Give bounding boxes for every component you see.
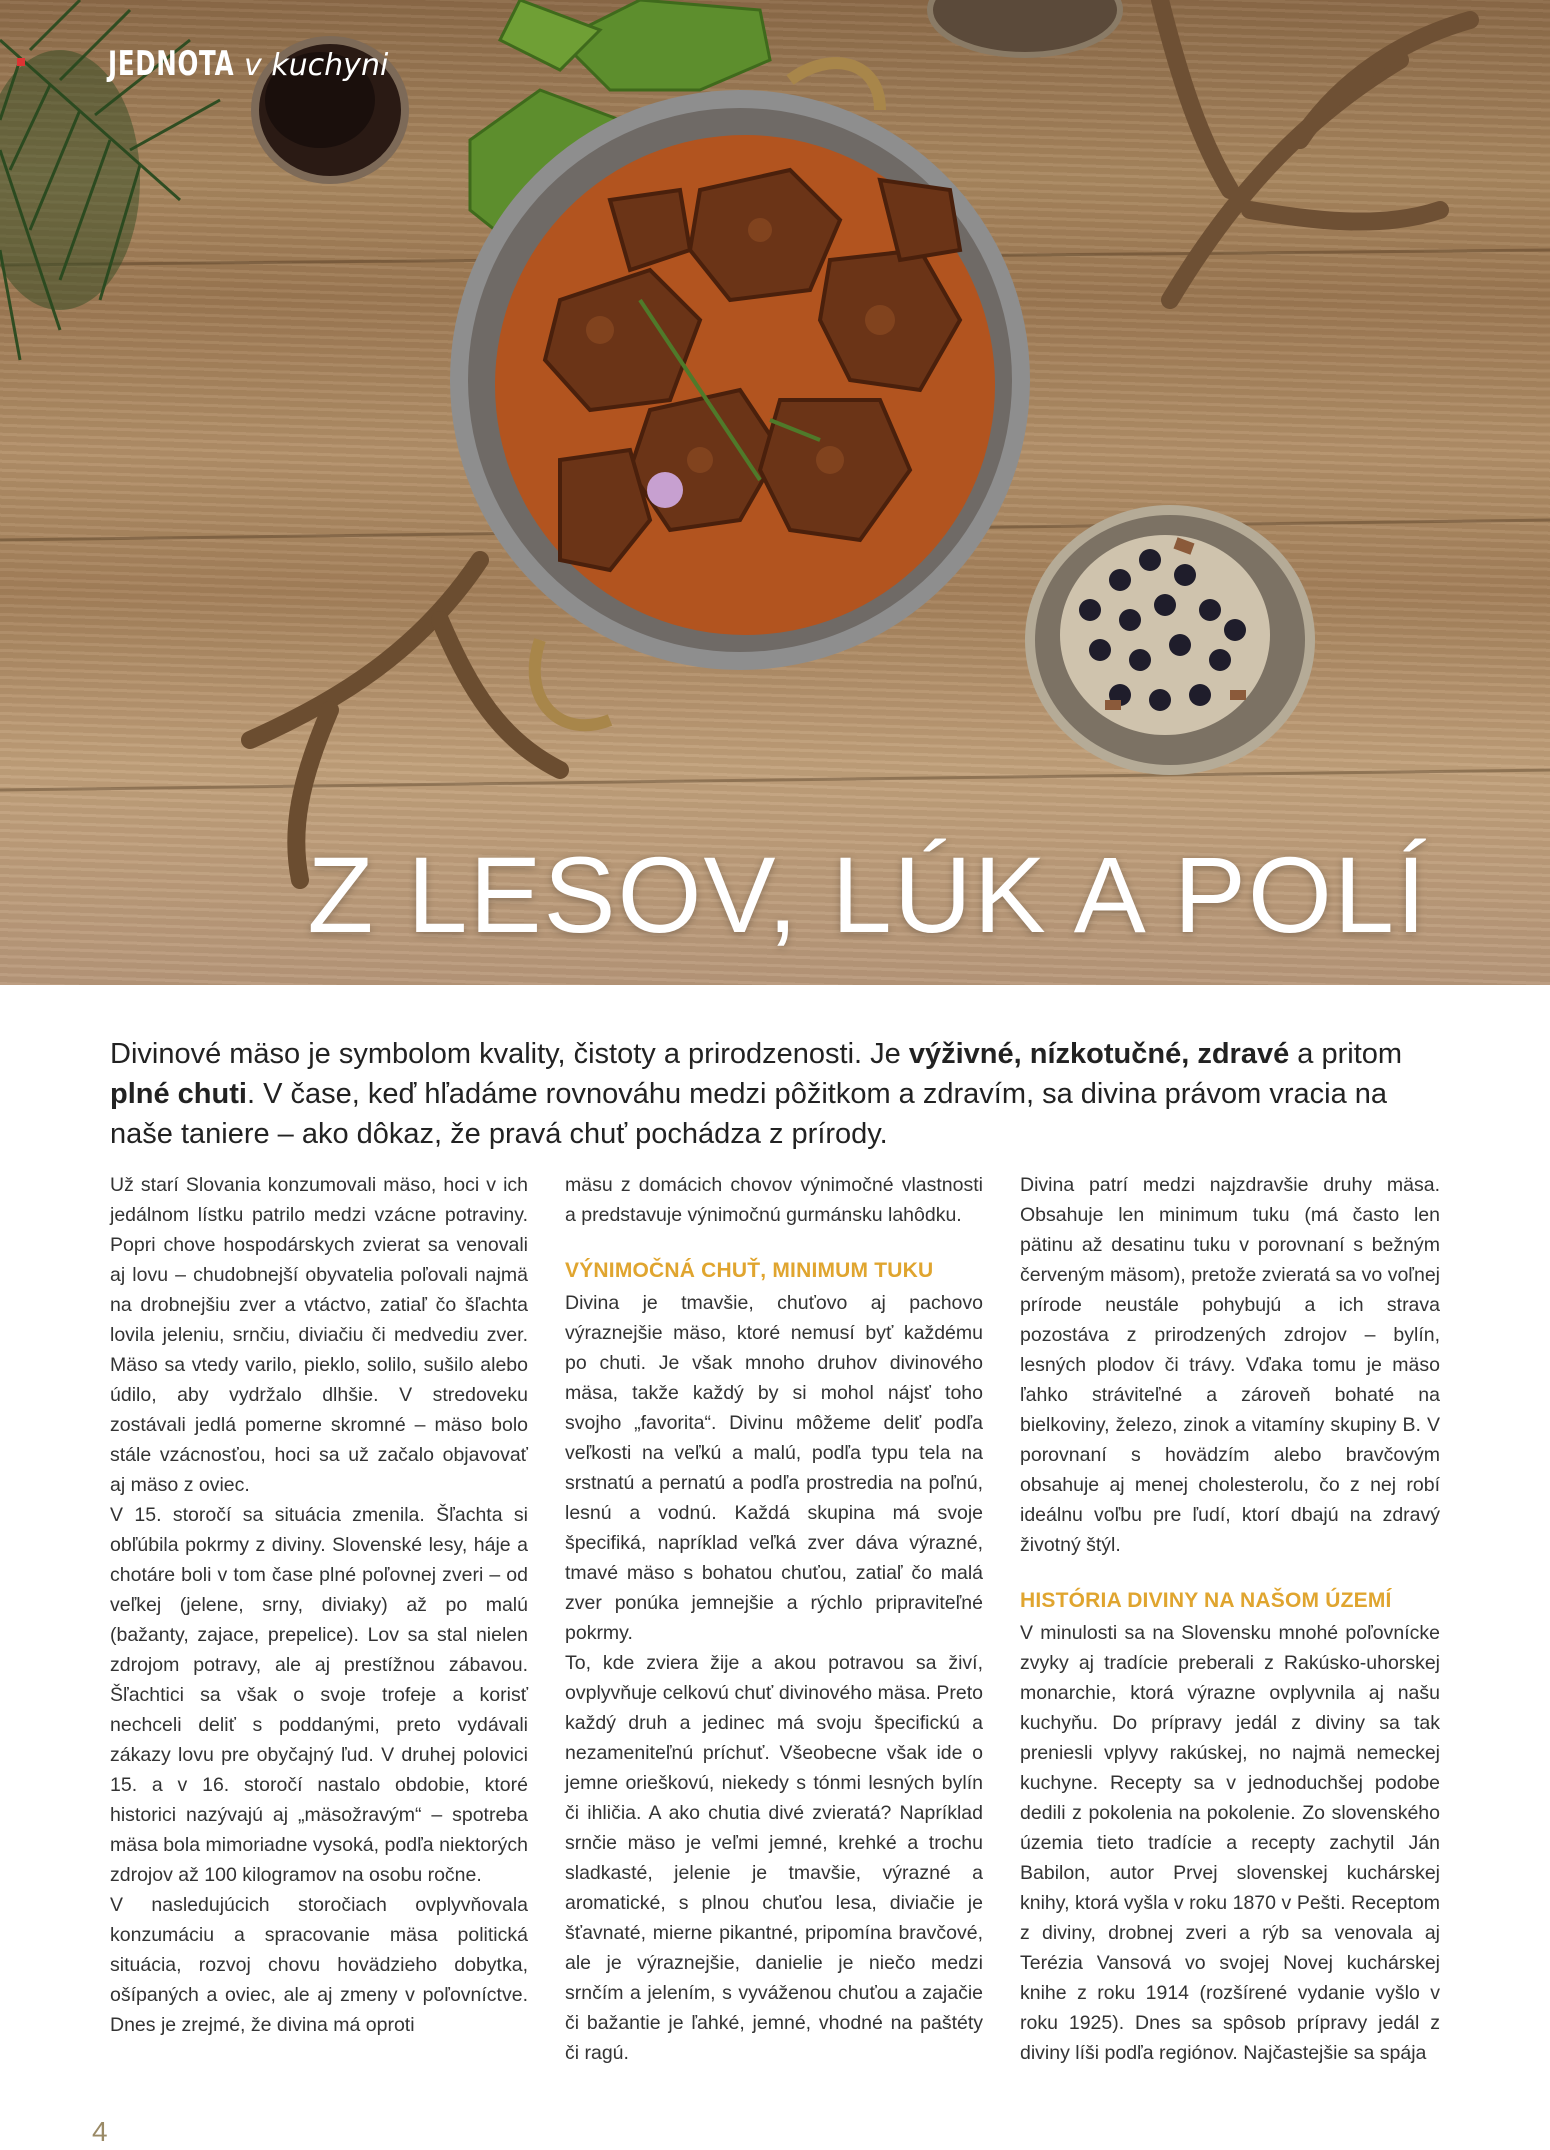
flag-marker [17, 58, 25, 66]
page-number: 4 [92, 2116, 108, 2147]
text-column-1 [110, 1170, 528, 2040]
lead-bold: výživné, nízkotučné, zdravé [908, 1038, 1290, 1070]
lead-text: a pritom [1289, 1038, 1403, 1070]
paragraph: mäsu z domácich chovov výnimočné vlastnosti a predstavuje výnimočnú gurmánsku lahôdku. [565, 1174, 983, 1226]
article-title: Z LESOV, LÚK A POLÍ [307, 834, 1428, 955]
lead-text: Divinové mäso je symbolom kvality, čistoty a prirodzenosti. Je [110, 1038, 909, 1070]
text-column-3 [1020, 1170, 1440, 2068]
lead-bold: plné chuti [110, 1078, 247, 1110]
pepper-bowl-top [930, 0, 1120, 55]
hero-photo [0, 0, 1550, 985]
lead-text: . V čase, keď hľadáme rovnováhu medzi pôžitkom a zdravím, sa divina právom vracia na naše taniere – ako dôkaz, že pravá chuť pochádza z prírody. [110, 1078, 1388, 1150]
text-column-2 [565, 1170, 983, 2068]
section-heading: VÝNIMOČNÁ CHUŤ, MINIMUM TUKU [565, 1259, 934, 1282]
section-heading: HISTÓRIA DIVINY NA NAŠOM ÚZEMÍ [1020, 1589, 1392, 1612]
paragraph: V nasledujúcich storočiach ovplyvňovala konzumáciu a spracovanie mäsa politická situácia, rozvoj chovu hovädzieho dobytka, ošípaných a oviec, ale aj zmeny v poľovníctve. Dnes je zrejmé, že divina má oproti [110, 1894, 528, 2036]
paragraph: Už starí Slovania konzumovali mäso, hoci v ich jedálnom lístku patrilo medzi vzácne potraviny. Popri chove hospodárskych zvierat sa venovali aj lovu – chudobnejší obyvatelia poľovali najmä na drobnejšiu zver a vtáctvo, zatiaľ čo šľachta lovila jeleniu, srnčiu, diviačiu či medvediu zver. Mäso sa vtedy varilo, pieklo, solilo, sušilo alebo údilo, aby vydržalo dlhšie. V stredoveku zostávali jedlá pomerne skromné – mäso bolo stále vzácnosťou, hoci sa už začalo objavovať aj mäso z oviec. [110, 1174, 528, 1496]
antler-right [1160, 0, 1470, 300]
paragraph: To, kde zviera žije a akou potravou sa živí, ovplyvňuje celkovú chuť divinového mäsa. Preto každý druh a jedinec má svoju špecifickú a nezameniteľnú príchuť. Všeobecne však ide o jemne orieškovú, niekedy s tónmi lesných bylín či ihličia. A ako chutia divé zvieratá? Napríklad srnčie mäso je veľmi jemné, krehké a trochu sladkasté, jelenie je tmavšie, výrazné a aromatické, s plnou chuťou lesa, diviačie je šťavnaté, mierne pikantné, pripomína bravčové, ale je výraznejšie, danielie je niečo medzi srnčím a jelením, s vyváženou chuťou a zajačie či bažantie je ľahké, jemné, vhodné na paštéty či ragú. [565, 1652, 983, 2064]
paragraph: Divina je tmavšie, chuťovo aj pachovo výraznejšie mäso, ktoré nemusí byť každému po chuti. Je však mnoho druhov divinového mäsa, takže každý by si mohol nájsť toho svojho „favorita“. Divinu môžeme deliť podľa veľkosti na veľkú a malú, podľa typu tela na srstnatú a pernatú a podľa prostredia na poľnú, lesnú a vodnú. Každá skupina má svoje špecifiká, napríklad veľká zver dáva výrazné, tmavé mäso s bohatou chuťou, zatiaľ čo malá zver ponúka jemnejšie a rýchlo pripraviteľné pokrmy. [565, 1292, 983, 1644]
section-name: v kuchyni [244, 48, 389, 83]
lead-paragraph [110, 1034, 1440, 1154]
paragraph: V minulosti sa na Slovensku mnohé poľovnícke zvyky aj tradície preberali z Rakúsko-uhorskej monarchie, ktorá výrazne ovplyvnila aj našu kuchyňu. Do prípravy jedál z diviny sa tak preniesli vplyvy rakúskej, no najmä nemeckej kuchyne. Recepty sa v jednoduchšej podobe dedili z pokolenia na pokolenie. Zo slovenského územia tieto tradície a recepty zachytil Ján Babilon, autor Prvej slovenskej kuchárskej knihy, ktorá vyšla v roku 1870 v Pešti. Receptom z diviny, drobnej zveri a rýb sa venovala aj Terézia Vansová vo svojej Novej kuchárskej knihe z roku 1914 (rozšírené vydanie vyšlo v roku 1925). Dnes sa spôsob prípravy jedál z diviny líši podľa regiónov. Najčastejšie sa spája [1020, 1622, 1440, 2064]
paragraph: Divina patrí medzi najzdravšie druhy mäsa. Obsahuje len minimum tuku (má často len pätinu až desatinu tuku v porovnaní s bežným červeným mäsom), pretože zvieratá sa vo voľnej prírode neustále pohybujú a ich strava pozostáva z prirodzených zdrojov – bylín, lesných plodov či trávy. Vďaka tomu je mäso ľahko stráviteľné a zároveň bohaté na bielkoviny, železo, zinok a vitamíny skupiny B. V porovnaní s hovädzím alebo bravčovým obsahuje aj menej cholesterolu, čo z nej robí ideálnu voľbu pre ľudí, ktorí dbajú na zdravý životný štýl. [1020, 1174, 1440, 1556]
brand-logo: JEDNOTA [108, 44, 235, 84]
magazine-header [108, 44, 388, 84]
paragraph: V 15. storočí sa situácia zmenila. Šľachta si obľúbila pokrmy z diviny. Slovenské lesy, háje a chotáre boli v tom čase plné poľovnej zveri – od veľkej (jelene, srny, diviaky) až po malú (bažanty, zajace, prepelice). Lov sa stal nielen zdrojom potravy, ale aj prestížnou zábavou. Šľachtici sa však o svoje trofeje a korisť nechceli deliť s poddanými, preto vydávali zákazy lovu pre obyčajný ľud. V druhej polovici 15. a v 16. storočí nastalo obdobie, ktoré historici nazývajú aj „mäsožravým“ – spotreba mäsa bola mimoriadne vysoká, podľa niektorých zdrojov až 100 kilogramov na osobu ročne. [110, 1504, 528, 1886]
